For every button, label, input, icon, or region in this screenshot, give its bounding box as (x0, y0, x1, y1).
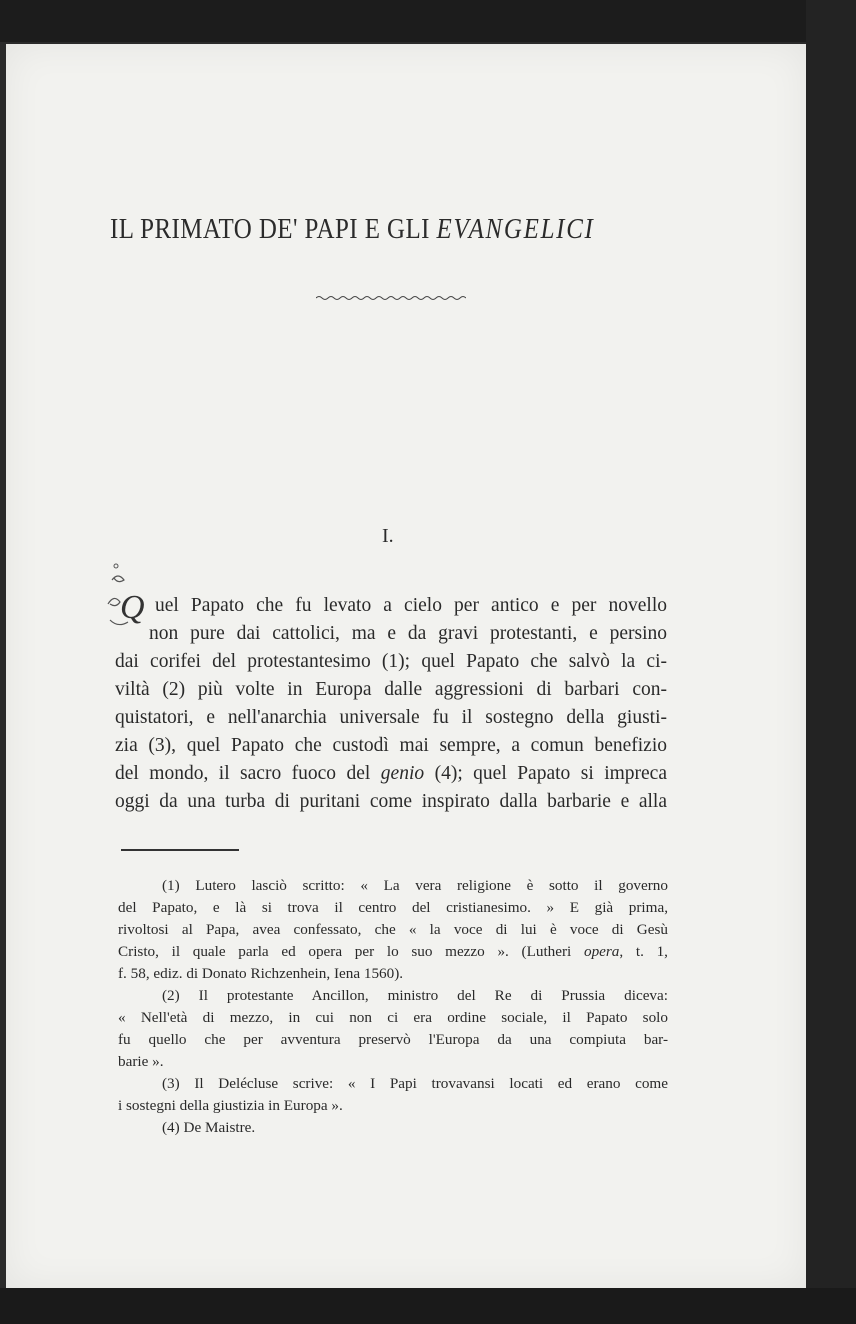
paragraph-line: del mondo, il sacro fuoco del genio (4); quel Papato si impreca (115, 763, 667, 784)
paragraph-line: viltà (2) più volte in Europa dalle aggressioni di barbari con- (115, 679, 667, 700)
footnote-line: i sostegni della giustizia in Europa ». (118, 1097, 343, 1114)
paragraph-line: dai corifei del protestantesimo (1); quel Papato che salvò la ci- (115, 651, 667, 672)
footnote-line: Cristo, il quale parla ed opera per lo suo mezzo ». (Lutheri opera, t. 1, (118, 943, 668, 960)
section-number: I. (382, 525, 394, 547)
footnote-3: (3) Il Delécluse scrive: « I Papi trovavansi locati ed erano come (162, 1075, 668, 1092)
main-paragraph (115, 592, 667, 816)
footnote-1: (1) Lutero lasciò scritto: « La vera religione è sotto il governo (162, 877, 668, 894)
footnote-separator (121, 849, 239, 851)
paragraph-line: non pure dai cattolici, ma e da gravi protestanti, e persino (149, 623, 667, 644)
decorative-wavy-rule (316, 294, 466, 302)
dropcap-letter: Q (120, 589, 145, 626)
page-title (110, 213, 595, 246)
footnote-4: (4) De Maistre. (162, 1119, 256, 1136)
paragraph-line: oggi da una turba di puritani come inspirato dalla barbarie e alla (115, 791, 667, 812)
footnotes (118, 875, 668, 1139)
footnote-2: (2) Il protestante Ancillon, ministro del Re di Prussia diceva: (162, 987, 668, 1004)
paragraph-line: uel Papato che fu levato a cielo per antico e per novello (155, 595, 667, 616)
footnote-line: f. 58, ediz. di Donato Richzenhein, Iena 1560). (118, 965, 404, 982)
title-main: IL PRIMATO DE' PAPI E GLI (110, 213, 437, 245)
paragraph-line: zia (3), quel Papato che custodì mai sempre, a comun benefizio (115, 735, 667, 756)
scan-border-right (806, 0, 856, 1324)
italic-word: opera (583, 943, 620, 960)
footnote-line: del Papato, e là si trova il centro del cristianesimo. » E già prima, (118, 899, 668, 916)
footnote-line: fu quello che per avventura preservò l'Europa da una compiuta bar- (118, 1031, 668, 1048)
scan-border-top (0, 0, 856, 42)
footnote-line: « Nell'età di mezzo, in cui non ci era ordine sociale, il Papato solo (118, 1009, 668, 1026)
footnote-line: barie ». (118, 1053, 164, 1070)
paragraph-line: quistatori, e nell'anarchia universale fu il sostegno della giusti- (115, 707, 667, 728)
scan-border-bottom (0, 1288, 856, 1324)
title-italic: EVANGELICI (436, 213, 595, 245)
footnote-line: rivoltosi al Papa, avea confessato, che « la voce di lui è voce di Gesù (118, 921, 668, 938)
italic-word: genio (380, 763, 425, 784)
